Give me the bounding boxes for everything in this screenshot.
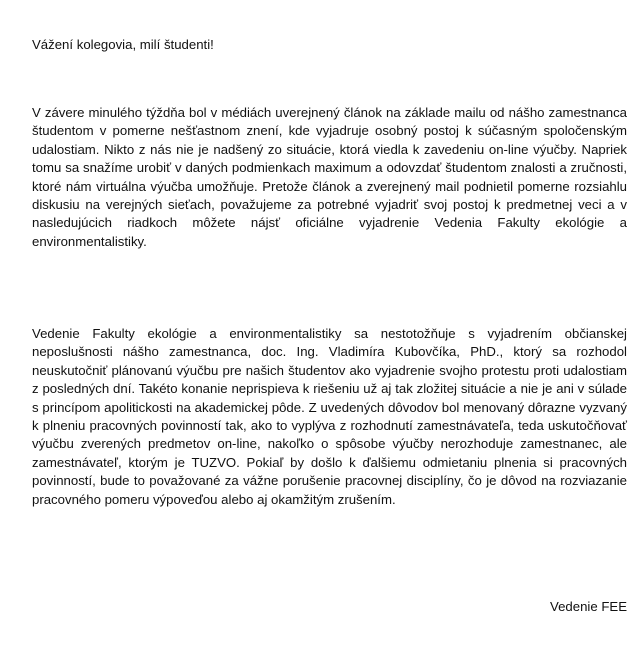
paragraph-2: Vedenie Fakulty ekológie a environmentalistiky sa nestotožňuje s vyjadrením občianskej neposlušnosti nášho zamestnanca, doc. Ing. Vladimíra Kubovčíka, PhD., ktorý sa rozhodol neuskutočniť plánovanú výučbu pre našich študentov ako vyjadrenie svojho protestu proti udalostiam z posledných dní. Takéto konanie neprispieva k riešeniu už aj tak zložitej situácie a nie je ani v súlade s princípom apolitickosti na akademickej pôde. Z uvedených dôvodov bol menovaný dôrazne vyzvaný k plneniu pracovných povinností tak, ako to vyplýva z rozhodnutí zamestnávateľa, teda uskutočňovať výučbu zverených predmetov on-line, nakoľko o spôsobe výučby nerozhoduje zamestnanec, ale zamestnávateľ, ktorým je TUZVO. Pokiaľ by došlo k ďalšiemu odmietaniu plnenia si pracovných povinností, bude to považované za vážne porušenie pracovnej disciplíny, čo je dôvod na rozviazanie pracovného pomeru výpoveďou alebo aj okamžitým zrušením. bbox=[32, 326, 627, 507]
greeting: Vážení kolegovia, milí študenti! bbox=[32, 37, 214, 52]
paragraph-1: V závere minulého týždňa bol v médiách uverejnený článok na základe mailu od nášho zamestnanca študentom v pomerne nešťastnom znení, kde vyjadruje osobný postoj k súčasným spoločenským udalostiam. Nikto z nás nie je nadšený zo situácie, ktorá viedla k zavedeniu on-line výučby. Napriek tomu sa snažíme urobiť v daných podmienkach maximum a odovzdať študentom znalosti a zručnosti, ktoré nám virtuálna výučba umožňuje. Pretože článok a zverejnený mail podnietil pomerne rozsiahlu diskusiu na verejných sieťach, považujeme za potrebné vyjadriť svoj postoj k predmetnej veci a v nasledujúcich riadkoch môžete nájsť oficiálne vyjadrenie Vedenia Fakulty ekológie a environmentalistiky. bbox=[32, 105, 627, 249]
signature: Vedenie FEE bbox=[550, 599, 627, 614]
